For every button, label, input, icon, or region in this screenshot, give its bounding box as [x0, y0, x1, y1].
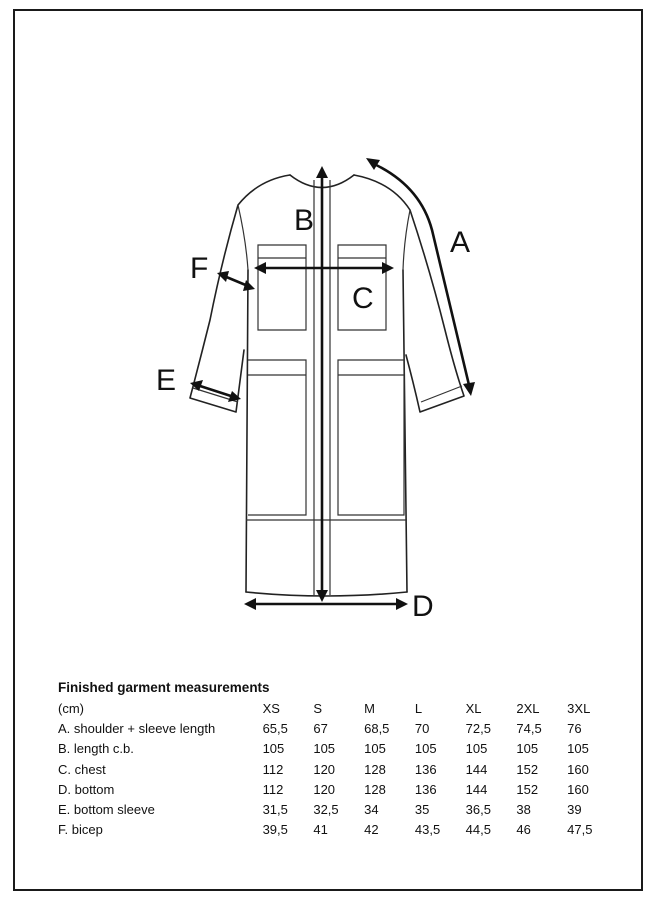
measurement-value: 105: [567, 741, 589, 757]
measurement-value: 38: [516, 802, 531, 818]
measurement-name: C. chest: [58, 761, 106, 777]
measurement-value: 70: [414, 721, 430, 737]
measurement-value: 36,5: [465, 802, 491, 818]
measurement-table-section: [58, 680, 618, 840]
measurement-value: 105: [516, 741, 539, 757]
measurement-value: 39,5: [262, 822, 288, 838]
measurement-value: 112: [262, 781, 284, 797]
measurement-value: 34: [364, 802, 379, 818]
table-row: [58, 780, 618, 800]
table-title: Finished garment measurements: [58, 680, 270, 695]
measurement-value: 160: [567, 761, 589, 777]
measurement-value: 67: [313, 721, 328, 737]
size-header: 2XL: [516, 701, 540, 717]
table-row: [58, 800, 618, 820]
measurement-value: 105: [364, 741, 386, 757]
measurement-value: 31,5: [262, 802, 288, 818]
measurement-value: 136: [414, 761, 437, 777]
label-c: C: [352, 282, 374, 315]
measurement-value: 46: [516, 822, 531, 838]
size-header: L: [414, 701, 423, 717]
measurement-value: 47,5: [567, 822, 593, 838]
measurement-value: 44,5: [465, 822, 491, 838]
label-d: D: [412, 590, 434, 623]
measurement-name: D. bottom: [58, 781, 115, 797]
measurement-value: 76: [567, 721, 582, 737]
measurement-value: 152: [516, 781, 539, 797]
measurement-value: 68,5: [364, 721, 390, 737]
measurement-value: 41: [313, 822, 328, 838]
coat-outline: [190, 175, 464, 596]
table-row: [58, 760, 618, 780]
measurement-value: 43,5: [414, 822, 441, 838]
table-header-row: [58, 699, 618, 719]
measurement-value: 65,5: [262, 721, 288, 737]
measurement-value: 105: [262, 741, 285, 757]
measurement-value: 136: [414, 781, 437, 797]
measurement-table: [58, 699, 618, 840]
measurement-value: 112: [262, 761, 284, 777]
measurement-value: 42: [364, 822, 379, 838]
label-e: E: [156, 364, 177, 397]
table-row: [58, 820, 618, 840]
measurement-name: A. shoulder + sleeve length: [58, 721, 216, 737]
measurement-value: 39: [567, 802, 582, 818]
measurement-name: E. bottom sleeve: [58, 802, 155, 818]
size-header: XS: [262, 701, 280, 717]
measurement-value: 144: [465, 781, 488, 797]
size-header: XL: [465, 701, 482, 717]
size-header: S: [313, 701, 323, 717]
measurement-value: 144: [465, 761, 488, 777]
measurement-value: 72,5: [465, 721, 491, 737]
measurement-value: 74,5: [516, 721, 542, 737]
size-header: 3XL: [567, 701, 591, 717]
measurement-value: 35: [414, 802, 430, 818]
table-row: [58, 719, 618, 739]
label-b: B: [294, 204, 315, 237]
measurement-value: 128: [364, 781, 386, 797]
measurement-value: 105: [465, 741, 488, 757]
label-f: F: [190, 252, 209, 285]
measurement-name: F. bicep: [58, 822, 103, 838]
label-a: A: [450, 226, 471, 259]
measurement-value: 105: [313, 741, 336, 757]
measurement-value: 160: [567, 781, 589, 797]
measurement-value: 128: [364, 761, 386, 777]
size-header: M: [364, 701, 375, 717]
unit-label: (cm): [58, 701, 84, 717]
measurement-name: B. length c.b.: [58, 741, 134, 757]
measurement-value: 120: [313, 781, 336, 797]
measurement-value: 152: [516, 761, 539, 777]
measurement-value: 120: [313, 761, 336, 777]
measurement-value: 32,5: [313, 802, 339, 818]
measurement-value: 105: [414, 741, 437, 757]
table-row: [58, 739, 618, 759]
